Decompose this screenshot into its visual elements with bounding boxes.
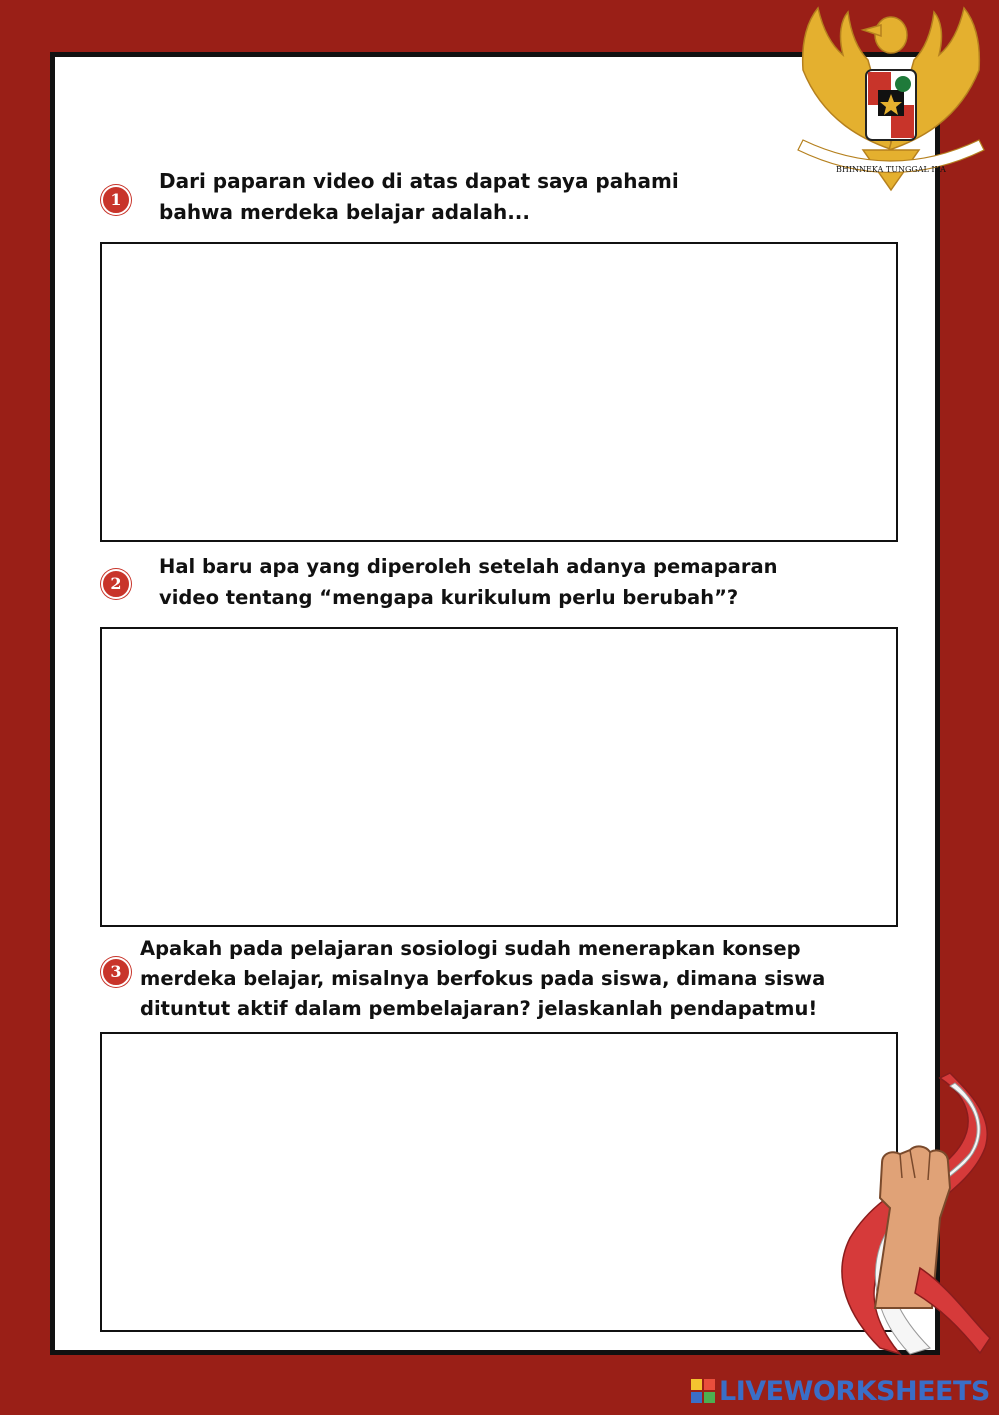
answer-box-2[interactable] bbox=[100, 627, 898, 927]
question-number-3: 3 bbox=[101, 957, 131, 987]
question-3-text bbox=[140, 934, 825, 1024]
question-3-line-1: Apakah pada pelajaran sosiologi sudah menerapkan konsep bbox=[140, 937, 801, 960]
emblem-motto: BHINNEKA TUNGGAL IKA bbox=[836, 165, 946, 174]
footer-brand-text: LIVEWORKSHEETS bbox=[719, 1375, 990, 1407]
answer-box-1[interactable] bbox=[100, 242, 898, 542]
fist-ribbon-illustration bbox=[820, 1068, 999, 1360]
liveworksheets-logo-icon bbox=[690, 1378, 716, 1404]
question-2-text bbox=[159, 551, 778, 613]
footer-brand bbox=[690, 1374, 990, 1408]
question-3-line-2: merdeka belajar, misalnya berfokus pada siswa, dimana siswa bbox=[140, 967, 826, 990]
question-2-line-2: video tentang “mengapa kurikulum perlu berubah”? bbox=[159, 586, 739, 609]
question-3-line-3: dituntut aktif dalam pembelajaran? jelaskanlah pendapatmu! bbox=[140, 997, 818, 1020]
garuda-emblem bbox=[793, 0, 989, 200]
question-1-line-2: bahwa merdeka belajar adalah... bbox=[159, 200, 530, 224]
question-number-2: 2 bbox=[101, 569, 131, 599]
question-2-line-1: Hal baru apa yang diperoleh setelah adanya pemaparan bbox=[159, 555, 778, 578]
answer-box-3[interactable] bbox=[100, 1032, 898, 1332]
question-1-line-1: Dari paparan video di atas dapat saya pahami bbox=[159, 169, 679, 193]
question-1-text bbox=[159, 166, 679, 228]
question-number-1: 1 bbox=[101, 185, 131, 215]
